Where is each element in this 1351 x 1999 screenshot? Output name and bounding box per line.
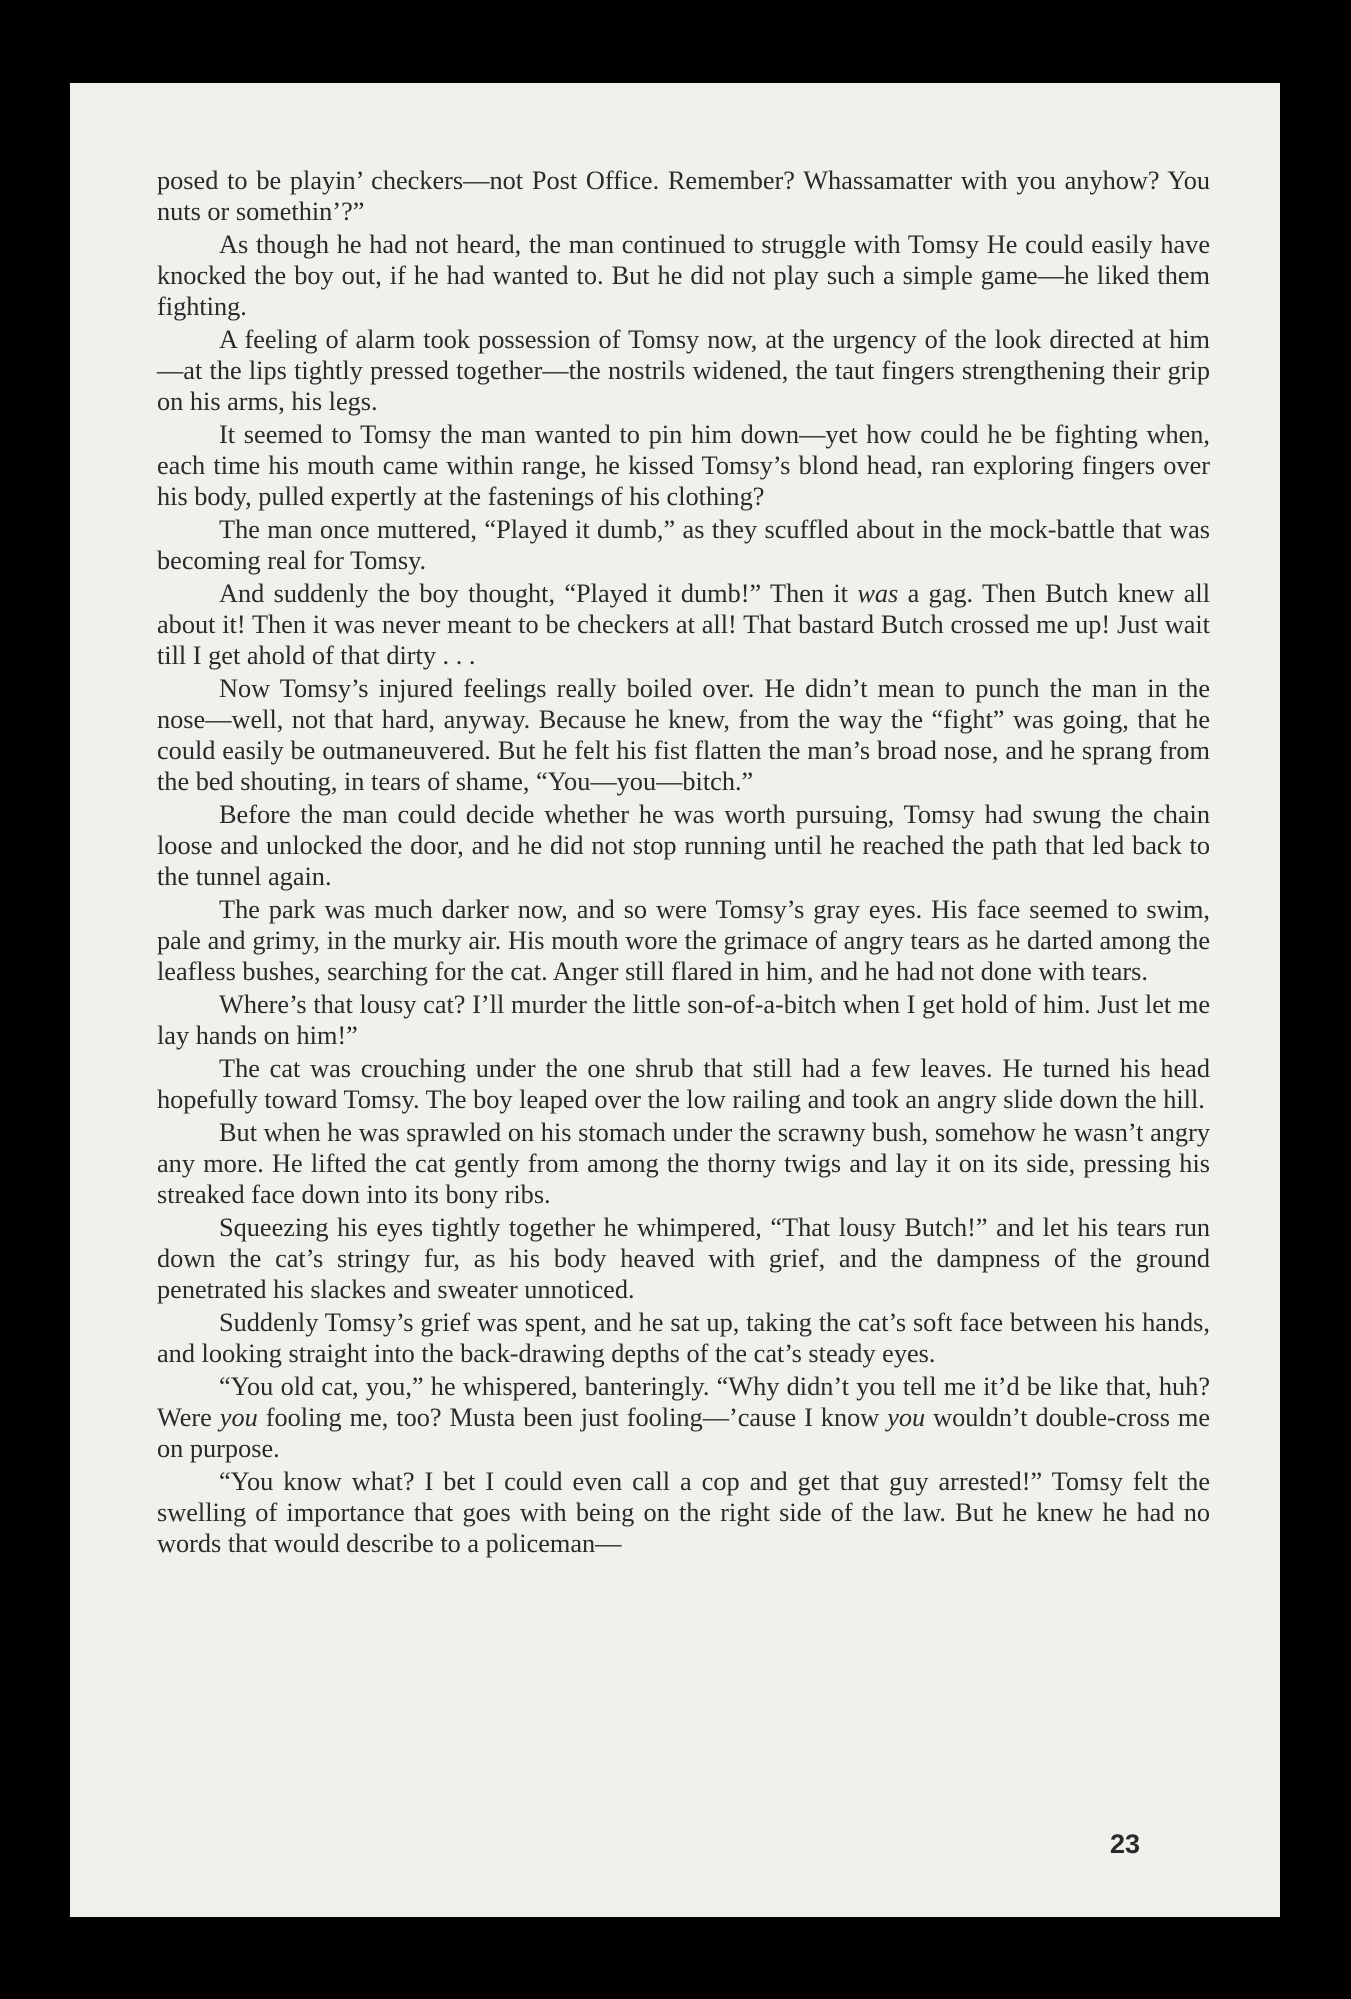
emphasis: you <box>219 1403 258 1432</box>
text-run: And suddenly the boy thought, “Played it dumb!” Then it <box>219 579 858 608</box>
paragraph: Suddenly Tomsy’s grief was spent, and he sat up, taking the cat’s soft face between his hands, and looking straight into the back-drawing depths of the cat’s steady eyes. <box>157 1308 1210 1368</box>
paragraph: Before the man could decide whether he was worth pursuing, Tomsy had swung the chain loose and unlocked the door, and he did not stop running until he reached the path that led back to the tunnel again. <box>157 800 1210 891</box>
text-run: fooling me, too? Musta been just fooling—’cause I know <box>257 1403 888 1432</box>
body-text <box>157 165 1210 1561</box>
emphasis: was <box>857 579 899 608</box>
paragraph: The man once muttered, “Played it dumb,” as they scuffled about in the mock-battle that was becoming real for Tomsy. <box>157 515 1210 575</box>
paragraph <box>157 578 1210 671</box>
text-run: wouldn’t double-cross me on purpose. <box>157 1403 1211 1463</box>
paragraph: As though he had not heard, the man continued to struggle with Tomsy He could easily have knocked the boy out, if he had wanted to. But he did not play such a simple game—he liked them fighting. <box>157 230 1210 321</box>
paragraph: The cat was crouching under the one shrub that still had a few leaves. He turned his head hopefully toward Tomsy. The boy leaped over the low railing and took an angry slide down the hill. <box>157 1054 1210 1114</box>
paragraph: The park was much darker now, and so were Tomsy’s gray eyes. His face seemed to swim, pale and grimy, in the murky air. His mouth wore the grimace of angry tears as he darted among the leafless bushes, searching for the cat. Anger still flared in him, and he had not done with tears. <box>157 895 1210 986</box>
text-run: “You old cat, you,” he whispered, banteringly. “Why didn’t you tell me it’d be like that, huh? Were <box>157 1372 1210 1432</box>
book-page <box>70 83 1280 1917</box>
paragraph: It seemed to Tomsy the man wanted to pin him down—yet how could he be fighting when, each time his mouth came within range, he kissed Tomsy’s blond head, ran exploring fingers over his body, pulled expertly at the fastenings of his clothing? <box>157 420 1210 511</box>
emphasis: you <box>887 1403 926 1432</box>
paragraph <box>157 1371 1210 1464</box>
paragraph: Squeezing his eyes tightly together he whimpered, “That lousy Butch!” and let his tears run down the cat’s stringy fur, as his body heaved with grief, and the dampness of the ground penetrated his slackes and sweater unnoticed. <box>157 1213 1210 1304</box>
paragraph: Where’s that lousy cat? I’ll murder the little son-of-a-bitch when I get hold of him. Just let me lay hands on him!” <box>157 990 1210 1050</box>
paragraph: A feeling of alarm took possession of Tomsy now, at the urgency of the look directed at him—at the lips tightly pressed together—the nostrils widened, the taut fingers strengthening their grip on his arms, his legs. <box>157 325 1210 416</box>
paragraph: But when he was sprawled on his stomach under the scrawny bush, somehow he wasn’t angry any more. He lifted the cat gently from among the thorny twigs and lay it on its side, pressing his streaked face down into its bony ribs. <box>157 1118 1210 1209</box>
text-run: a gag. Then Butch knew all about it! Then it was never meant to be checkers at all! That bastard Butch crossed me up! Just wait till I get ahold of that dirty . . . <box>157 579 1211 670</box>
paragraph: posed to be playin’ checkers—not Post Office. Remember? Whassamatter with you anyhow? You nuts or somethin’?” <box>157 166 1210 226</box>
paragraph: Now Tomsy’s injured feelings really boiled over. He didn’t mean to punch the man in the nose—well, not that hard, anyway. Because he knew, from the way the “fight” was going, that he could easily be outmaneuvered. But he felt his fist flatten the man’s broad nose, and he sprang from the bed shouting, in tears of shame, “You—you—bitch.” <box>157 674 1210 796</box>
page-number: 23 <box>1109 1829 1140 1859</box>
paragraph: “You know what? I bet I could even call a cop and get that guy arrested!” Tomsy felt the swelling of importance that goes with being on the right side of the law. But he knew he had no words that would describe to a policeman— <box>157 1467 1210 1558</box>
